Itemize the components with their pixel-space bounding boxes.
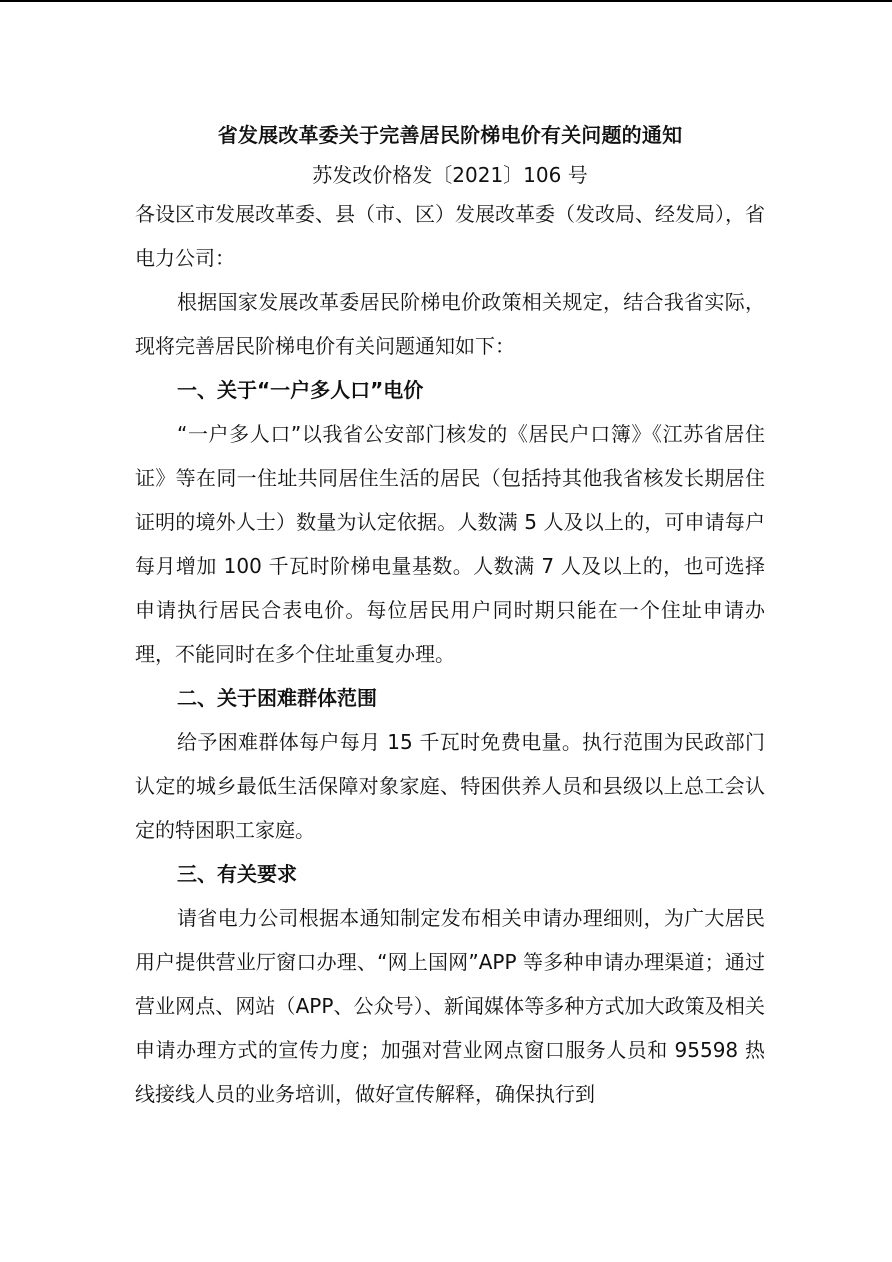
section-heading-3: 三、有关要求: [177, 862, 297, 886]
document-body: [135, 118, 765, 1116]
document-number: 苏发改价格发〔2021〕106 号: [312, 163, 588, 187]
section-heading-2: 二、关于困难群体范围: [177, 686, 377, 710]
section-body-1: “一户多人口”以我省公安部门核发的《居民户口簿》《江苏省居住证》等在同一住址共同居住生活的居民（包括持其他我省核发长期居住证明的境外人士）数量为认定依据。人数满 5 人及以上的，可申请每户每月增加 100 千瓦时阶梯电量基数。人数满 7 人及以上的，也可选择申请执行居民合表电价。每位居民用户同时期只能在一个住址申请办理，不能同时在多个住址重复办理。: [135, 422, 765, 666]
addressee-paragraph: 各设区市发展改革委、县（市、区）发展改革委（发改局、经发局），省电力公司：: [135, 202, 765, 270]
section-heading-1: 一、关于“一户多人口”电价: [177, 378, 424, 402]
document-title: 省发展改革委关于完善居民阶梯电价有关问题的通知: [217, 123, 683, 147]
section-body-2: 给予困难群体每户每月 15 千瓦时免费电量。执行范围为民政部门认定的城乡最低生活保障对象家庭、特困供养人员和县级以上总工会认定的特困职工家庭。: [135, 730, 765, 842]
intro-paragraph: 根据国家发展改革委居民阶梯电价政策相关规定，结合我省实际，现将完善居民阶梯电价有关问题通知如下：: [135, 290, 765, 358]
section-body-3: 请省电力公司根据本通知制定发布相关申请办理细则，为广大居民用户提供营业厅窗口办理、“网上国网”APP 等多种申请办理渠道；通过营业网点、网站（APP、公众号）、新闻媒体等多种方式加大政策及相关申请办理方式的宣传力度；加强对营业网点窗口服务人员和 95598 热线接线人员的业务培训，做好宣传解释，确保执行到: [135, 906, 765, 1106]
top-border-line: [0, 0, 892, 2]
